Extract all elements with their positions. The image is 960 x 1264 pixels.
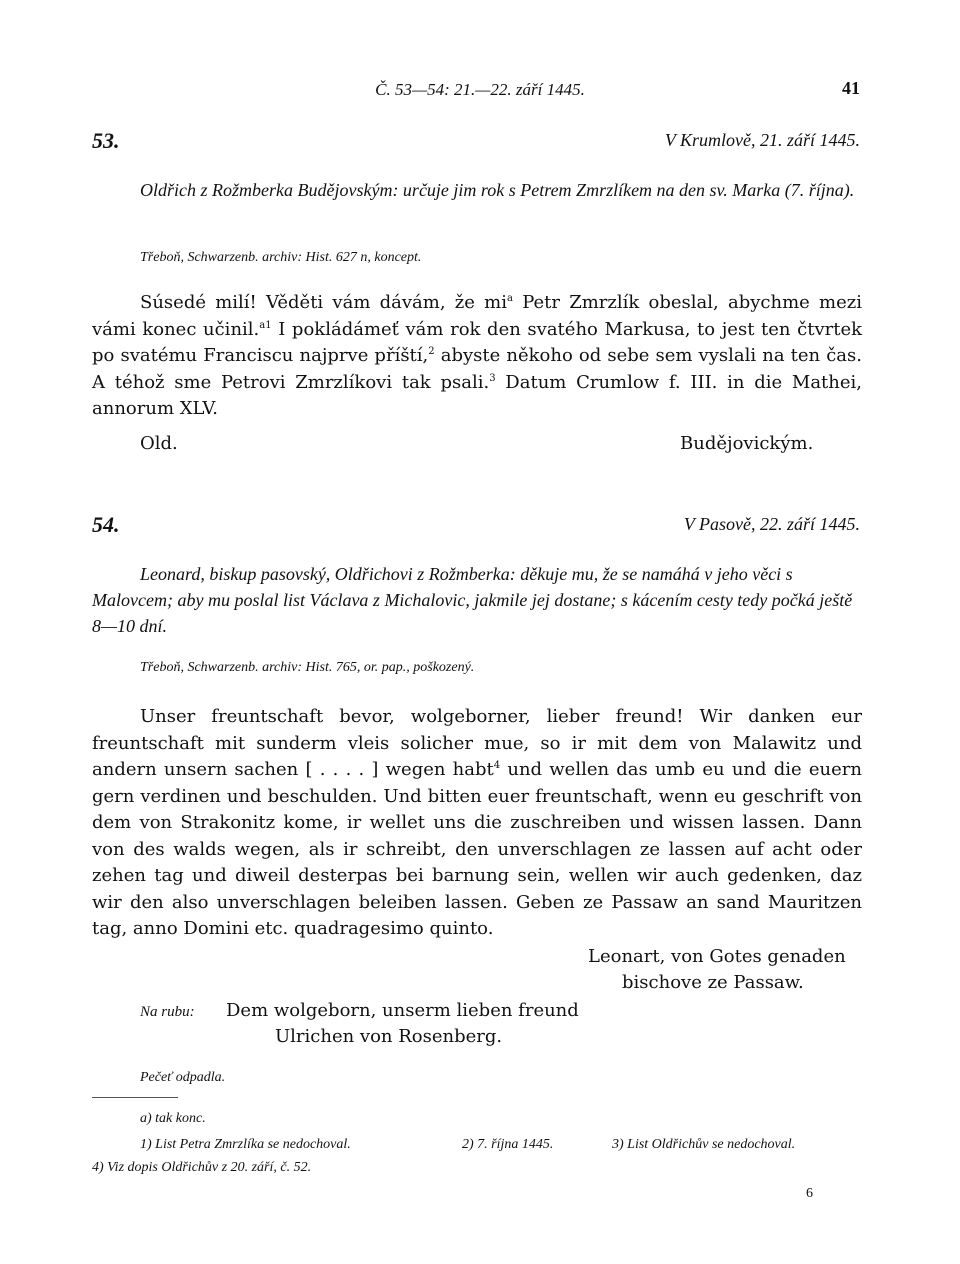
doc54-text	[92, 704, 862, 943]
doc54-source: Třeboň, Schwarzenb. archiv: Hist. 765, or. pap., poškozený.	[140, 660, 475, 675]
footnote-2: 2) 7. října 1445.	[462, 1137, 554, 1152]
doc53-text-part5: Datum Crumlow f. III. in die Mathei, annorum XLV.	[92, 371, 863, 419]
signature-mark: 6	[806, 1186, 813, 1201]
doc54-text-part2: und wellen das umb eu und die euern gern verdinen und beschulden. Und bitten euer freuntschaft, wenn eu geschrift von dem von Strakonitz kome, ir wellet uns die zuschreiben und wissen lassen. Dann von des walds wegen, als ir schreibt, den unverschlagen ze lassen auf acht oder zehen tag und diweil desterpas bei barnung sein, wellen wir auch gedenken, daz wir den also unverschlagen beleiben lassen. Geben ze Passaw an sand Mauritzen tag, anno Domini etc. quadragesimo quinto.	[92, 759, 862, 939]
doc53-regest: Oldřich z Rožmberka Budějovským: určuje jim rok s Petrem Zmrzlíkem na den sv. Marka (7. října).	[140, 180, 855, 200]
doc53-source: Třeboň, Schwarzenb. archiv: Hist. 627 n, koncept.	[140, 250, 422, 265]
doc53-text-part4: abyste někoho od sebe sem vyslali na ten čas. A téhož sme Petrovi Zmrzlíkovi tak psali.	[92, 345, 862, 393]
seal-note: Pečeť odpadla.	[140, 1070, 226, 1085]
footnote-ref-3: 3	[489, 372, 496, 384]
doc54-dateline: V Pasově, 22. září 1445.	[683, 514, 860, 534]
verso-line2: Ulrichen von Rosenberg.	[275, 1026, 503, 1047]
doc53-text-part1: Súsedé milí! Věděti vám dávám, že mi	[140, 292, 507, 313]
doc53-number: 53.	[92, 128, 120, 153]
doc53-signature-right: Budějovickým.	[680, 433, 814, 454]
doc54-signature-line2: bischove ze Passaw.	[622, 972, 804, 993]
doc53-dateline: V Krumlově, 21. září 1445.	[664, 130, 860, 150]
footnote-ref-a: a	[507, 293, 513, 304]
doc54-signature-line1: Leonart, von Gotes genaden	[588, 946, 846, 967]
footnote-4: 4) Viz dopis Oldřichův z 20. září, č. 52.	[92, 1160, 312, 1175]
doc54-regest: Leonard, biskup pasovský, Oldřichovi z Rožmberka: děkuje mu, že se namáhá v jeho věci s Malovcem; aby mu poslal list Václava z Michalovic, jakmile jej dostane; s kácením cesty tedy počká ještě 8—10 dní.	[92, 564, 853, 636]
doc53-signature-left: Old.	[140, 433, 178, 454]
doc53-text	[92, 290, 862, 423]
verso-label: Na rubu:	[140, 1004, 195, 1020]
footnote-3: 3) List Oldřichův se nedochoval.	[612, 1137, 796, 1152]
footnote-ref-2: 2	[428, 346, 435, 357]
doc54-text-part1: Unser freuntschaft bevor, wolgeborner, lieber freund! Wir danken eur freuntschaft mit sunderm vleis solicher mue, so ir mit dem von Malawitz und andern unsern sachen [ . . . . ] wegen habt	[92, 706, 862, 780]
verso-line1: Dem wolgeborn, unserm lieben freund	[226, 1000, 579, 1021]
footnote-divider	[92, 1097, 178, 1098]
doc53-text-part3: I pokládámeť vám rok den svatého Markusa, to jest ten čtvrtek po svatému Franciscu najprve příští,	[92, 318, 863, 366]
footnote-ref-4: 4	[493, 760, 501, 771]
footnote-ref-a1: a1	[259, 319, 272, 331]
footnote-1: 1) List Petra Zmrzlíka se nedochoval.	[140, 1137, 351, 1152]
page-number: 41	[842, 78, 860, 98]
footnote-a: a) tak konc.	[140, 1111, 206, 1126]
doc54-number: 54.	[92, 512, 120, 537]
running-title: Č. 53—54: 21.—22. září 1445.	[375, 80, 585, 99]
doc53-text-part2: Petr Zmrzlík obeslal, abychme mezi vámi konec učinil.	[92, 292, 862, 340]
